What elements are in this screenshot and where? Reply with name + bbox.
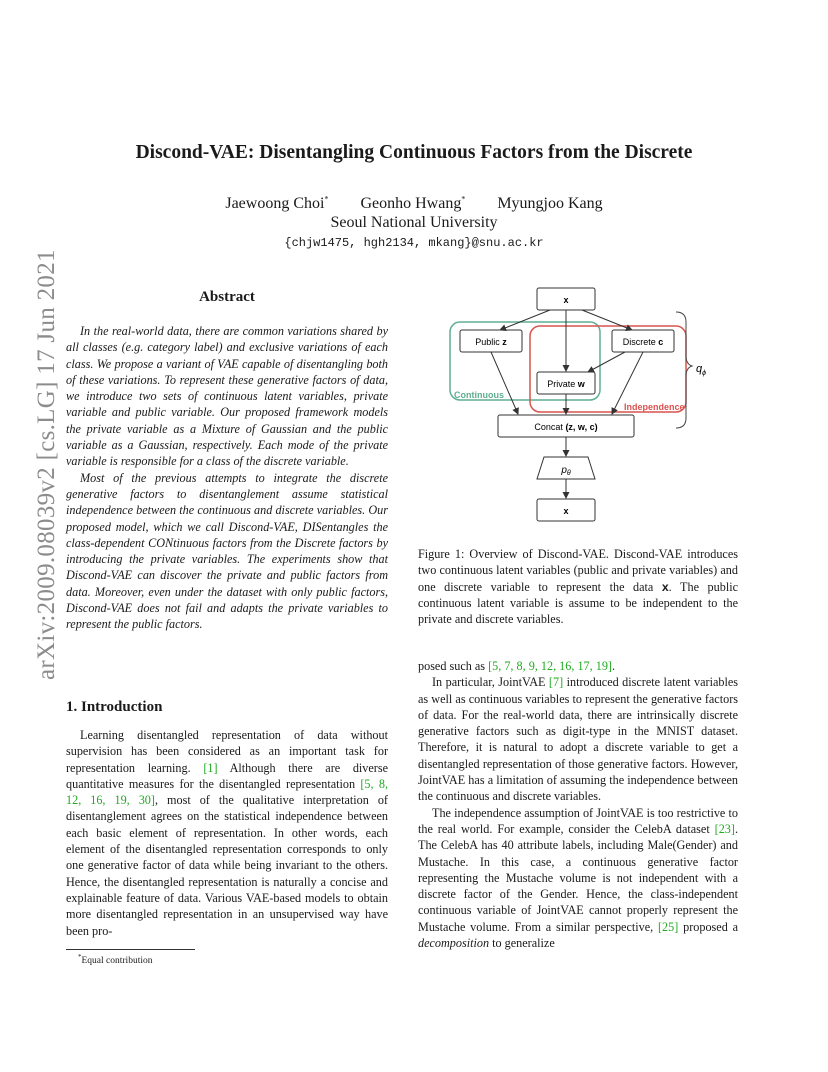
body-paragraph: posed such as [5, 7, 8, 9, 12, 16, 17, 19]. bbox=[418, 659, 616, 673]
figure-caption: Figure 1: Overview of Discond-VAE. Discond-VAE introduces two continuous latent variables (public and private variables) and one discrete variable to represent the data x. The public continuous latent variable is assume to be independent to the private and discrete variables. bbox=[418, 547, 738, 627]
svg-text:Public z: Public z bbox=[475, 337, 507, 347]
encoder-label: $q_\phi$ bbox=[696, 363, 707, 377]
continuous-label: Continuous bbox=[454, 390, 504, 400]
intro-paragraph: Learning disentangled representation of data without supervision has been considered as an important task for representation learning. [1] Although there are diverse quantitative measures for the disentangled representation [5, 8, 12, 16, 19, 30], most of the qualitative interpretation of disentanglement agrees on the statistical independence between each basic element of representation. In other words, each element of the disentangled representation corresponds to only one generative factor of data while being invariant to the others. Hence, the disentangled representation is naturally a concise and explainable feature of data. Various VAE-based models to obtain more disentangled representation in an unsupervised way have been pro- bbox=[66, 728, 389, 938]
introduction-body bbox=[66, 727, 388, 939]
abstract-heading: Abstract bbox=[199, 289, 255, 305]
section-heading-introduction: 1. Introduction bbox=[66, 699, 163, 715]
author: Geonho Hwang* bbox=[360, 195, 466, 213]
svg-text:x: x bbox=[563, 506, 569, 516]
independence-label: Independence bbox=[624, 402, 685, 412]
footnote: *Equal contribution bbox=[78, 953, 153, 967]
model-overview-figure bbox=[440, 284, 720, 528]
svg-text:Concat (z, w, c): Concat (z, w, c) bbox=[534, 422, 598, 432]
svg-text:x: x bbox=[563, 295, 569, 305]
svg-text:Private w: Private w bbox=[547, 379, 585, 389]
paper-title: Discond-VAE: Disentangling Continuous Factors from the Discrete bbox=[135, 142, 693, 163]
abstract-body bbox=[66, 323, 388, 633]
author-list bbox=[0, 195, 828, 213]
right-column-body bbox=[418, 658, 738, 951]
footnote-rule bbox=[66, 949, 195, 950]
affiliation: Seoul National University bbox=[330, 214, 498, 231]
abstract-paragraph: Most of the previous attempts to integrate the discrete generative factors to disentanglement assume statistical independence between the continuous and discrete variables. Our proposed model, which we call Discond-VAE, DISentangles the class-dependent CONtinuous factors from the Discrete factors by introducing the private variables. The experiments show that Discond-VAE can discover the private and public factors from data. Moreover, even under the dataset with only public factors, Discond-VAE does not fail and adapts the private variables to represent the public factors. bbox=[66, 470, 388, 632]
citation-link[interactable]: [23] bbox=[714, 821, 735, 836]
author: Jaewoong Choi* bbox=[225, 195, 329, 213]
author: Myungjoo Kang bbox=[497, 195, 603, 213]
author-emails: {chjw1475, hgh2134, mkang}@snu.ac.kr bbox=[284, 236, 544, 250]
citation-link[interactable]: [5, 7, 8, 9, 12, 16, 17, 19] bbox=[488, 659, 612, 673]
arxiv-identifier: arXiv:2009.08039v2 [cs.LG] 17 Jun 2021 bbox=[33, 249, 60, 680]
svg-text:Discrete c: Discrete c bbox=[622, 337, 664, 347]
body-paragraph: In particular, JointVAE [7] introduced discrete latent variables as well as continuous variables to represent the generative factors of data. For the real-world data, there are intrinsically discrete generative factors such as digit-type in the MNIST dataset. Therefore, it is natural to adopt a discrete variable to get a disentangled representation of those generative factors. However, JointVAE has a limitation of assuming the independence between the continuous and discrete variables. bbox=[418, 675, 739, 804]
abstract-paragraph: In the real-world data, there are common variations shared by all classes (e.g. category label) and exclusive variations of each class. We propose a variant of VAE capable of disentangling both of these variations. To represent these generative factors of data, we introduce two sets of continuous latent variables, private variable and public variable. Our proposed framework models the private variable as a Mixture of Gaussian and the public variable as a Gaussian, respectively. Each mode of the private variable is responsible for a class of the discrete variable. bbox=[66, 324, 388, 469]
citation-link[interactable]: [1] bbox=[203, 760, 218, 775]
citation-link[interactable]: [7] bbox=[548, 675, 564, 690]
citation-link[interactable]: [5, 8, 12, 16, 19, 30] bbox=[66, 776, 389, 808]
svg-text:pθ: $p_\theta$ bbox=[561, 465, 571, 477]
body-paragraph: The independence assumption of JointVAE is too restrictive to the real world. For example, consider the CelebA dataset [23]. The CelebA has 40 attribute labels, including Male(Gender) and Mustache. In this case, a continuous generative factor representing the Mustache volume is not independent with a discrete factor of the Gender. Hence, the class-independent continuous variable of JointVAE cannot properly represent the Mustache volume. From a similar perspective, [25] proposed a decomposition to generalize bbox=[418, 805, 739, 951]
citation-link[interactable]: [25] bbox=[658, 919, 679, 934]
